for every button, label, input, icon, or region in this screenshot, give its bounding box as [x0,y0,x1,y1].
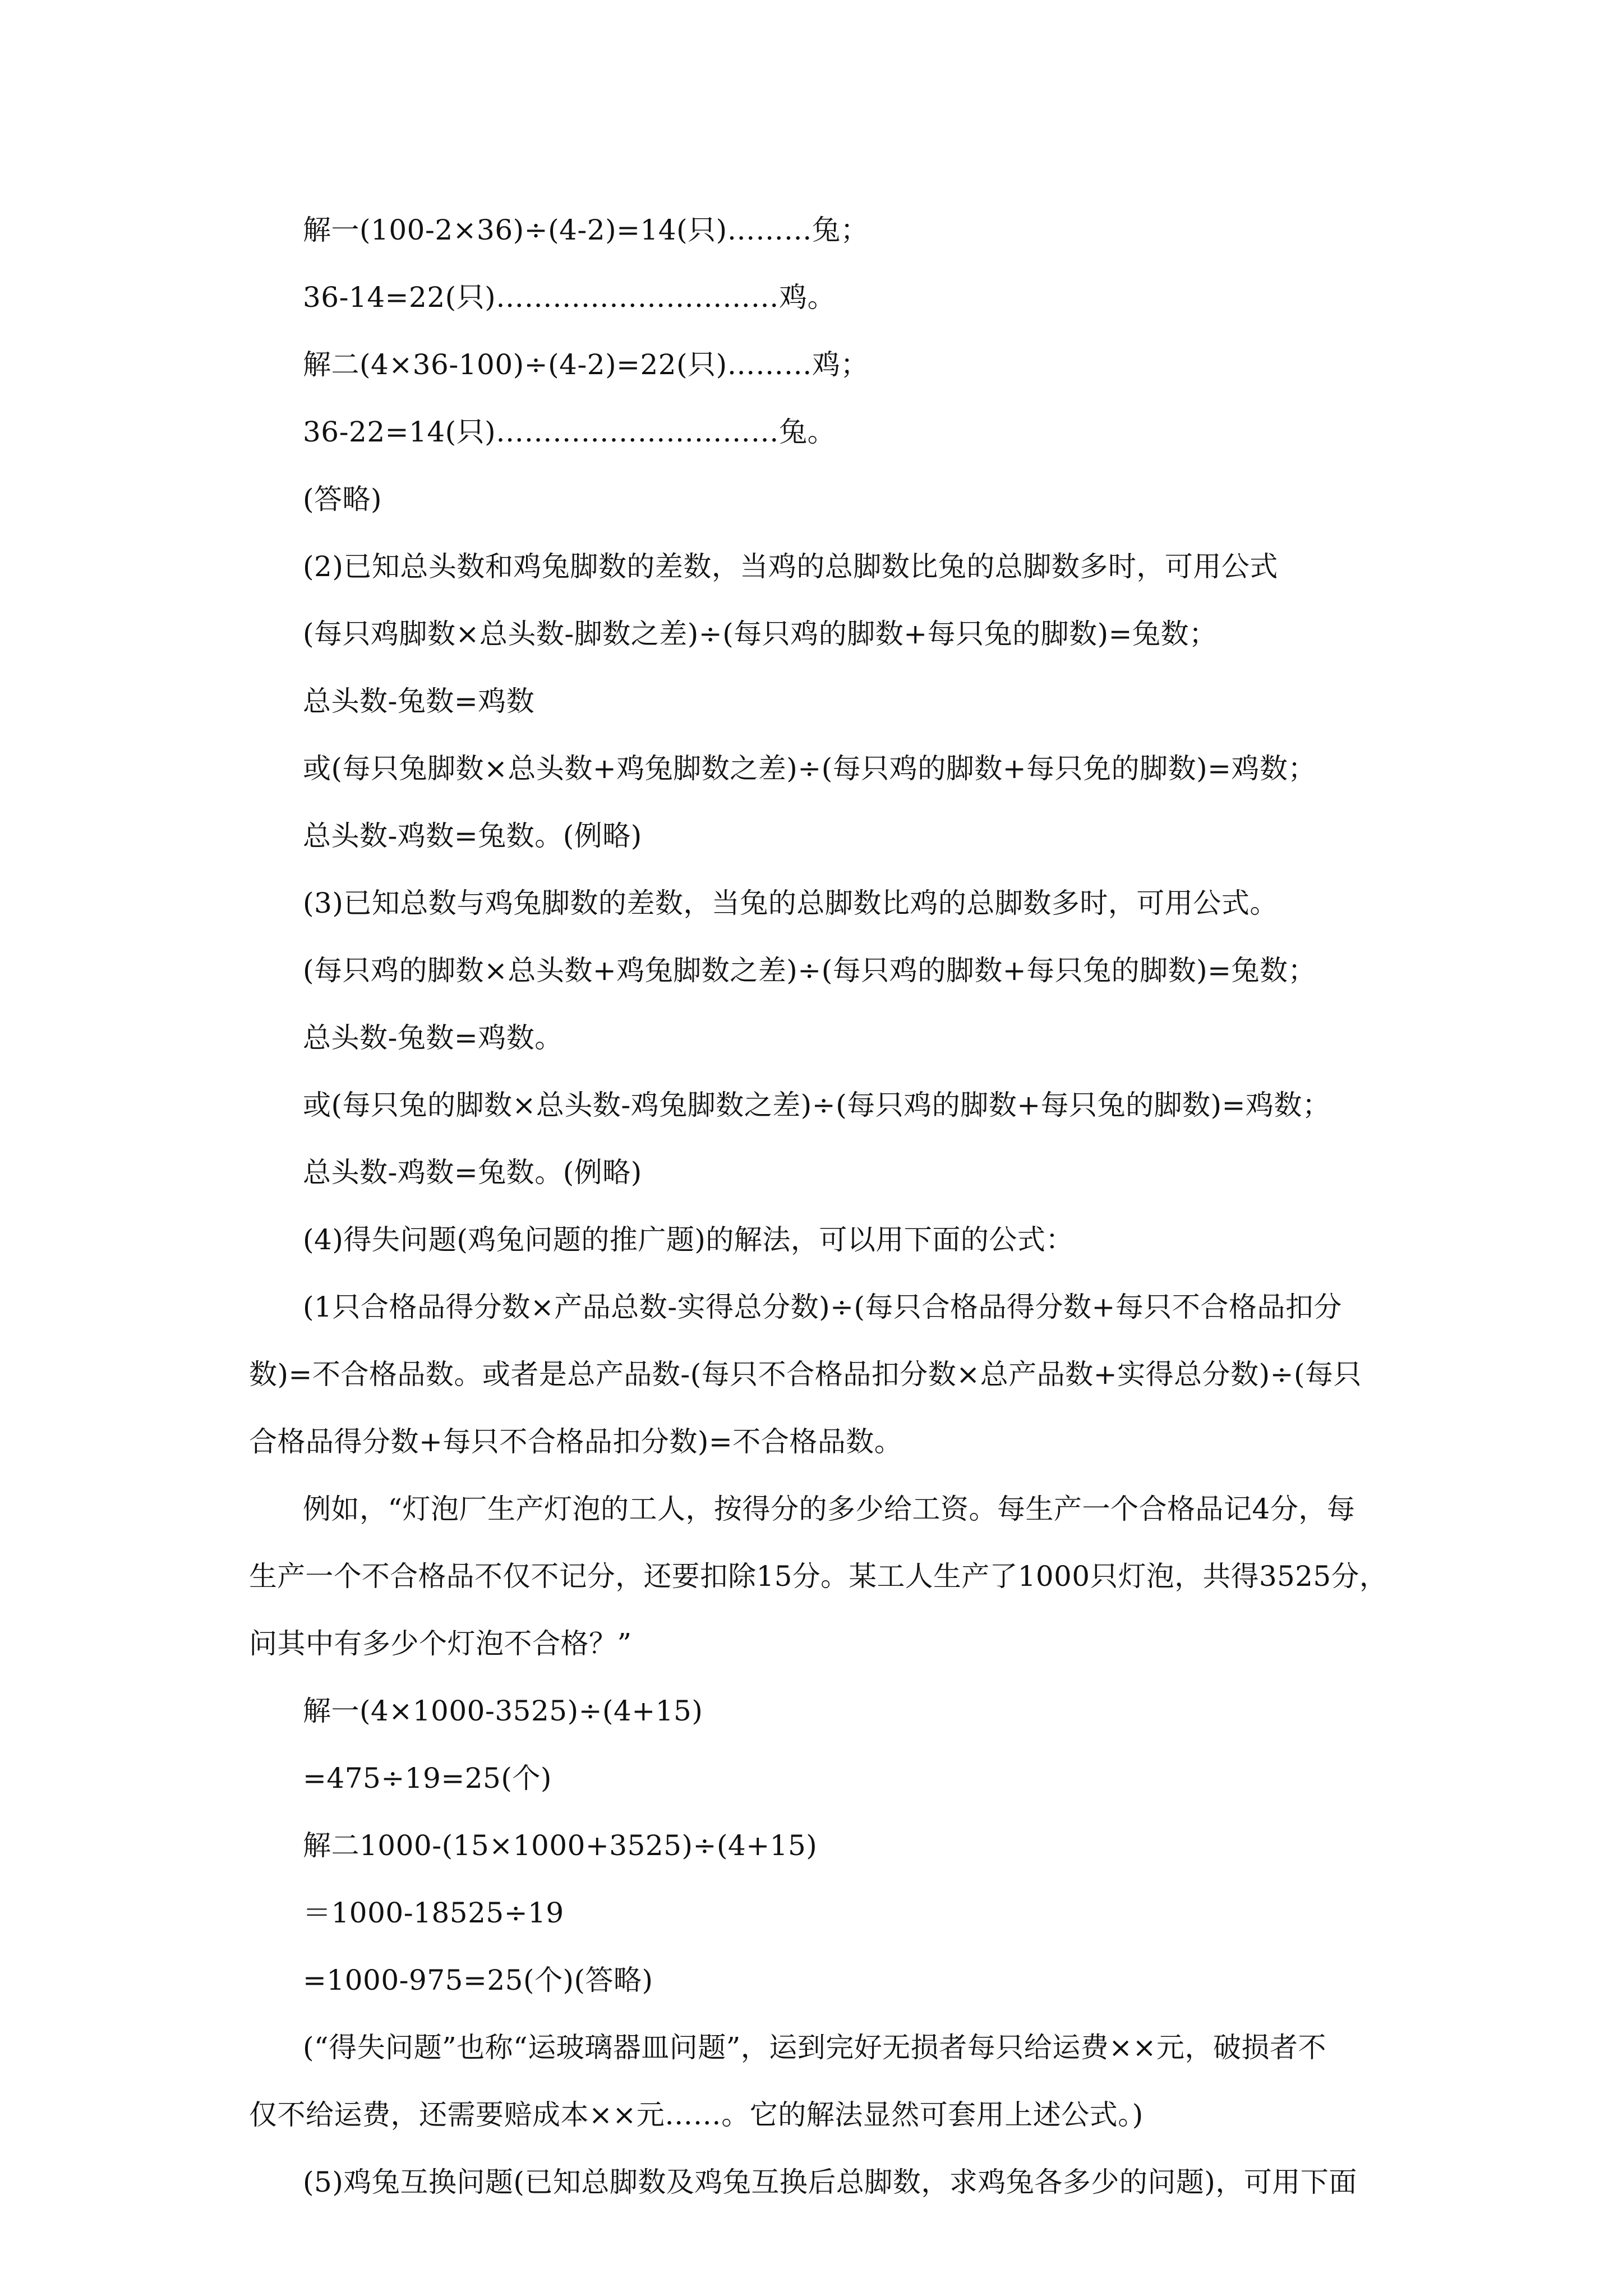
text-line: 仅不给运费，还需要赔成本××元……。它的解法显然可套用上述公式。) [249,2099,1144,2131]
text-line: 问其中有多少个灯泡不合格？” [249,1627,632,1660]
text-line: 36-22=14(只)…………………………兔。 [303,416,836,448]
text-line: (每只鸡的脚数×总头数+鸡兔脚数之差)÷(每只鸡的脚数+每只兔的脚数)=兔数； [303,954,1316,987]
text-line: 数)=不合格品数。或者是总产品数-(每只不合格品扣分数×总产品数+实得总分数)÷(每只 [249,1358,1362,1391]
text-line: 解一(4×1000-3525)÷(4+15) [303,1695,703,1727]
text-line: 解二1000-(15×1000+3525)÷(4+15) [303,1829,818,1862]
text-line: 总头数-兔数=鸡数。 [303,1022,563,1054]
text-line: (4)得失问题(鸡兔问题的推广题)的解法，可以用下面的公式： [303,1223,1074,1256]
text-line: (5)鸡兔互换问题(已知总脚数及鸡兔互换后总脚数，求鸡兔各多少的问题)，可用下面 [303,2166,1357,2198]
text-line: (每只鸡脚数×总头数-脚数之差)÷(每只鸡的脚数+每只兔的脚数)=兔数； [303,618,1218,650]
text-line: 总头数-鸡数=兔数。(例略) [303,820,642,852]
text-line: 生产一个不合格品不仅不记分，还要扣除15分。某工人生产了1000只灯泡，共得3525分， [249,1560,1388,1593]
text-line: 总头数-兔数=鸡数 [303,685,535,717]
text-line: =475÷19=25(个) [303,1762,552,1795]
text-line: 或(每只兔脚数×总头数+鸡兔脚数之差)÷(每只鸡的脚数+每只免的脚数)=鸡数； [303,752,1316,785]
text-line: (2)已知总头数和鸡兔脚数的差数，当鸡的总脚数比兔的总脚数多时，可用公式 [303,550,1278,583]
text-line: 解二(4×36-100)÷(4-2)=22(只)………鸡； [303,348,869,381]
text-line: 例如，“灯泡厂生产灯泡的工人，按得分的多少给工资。每生产一个合格品记4分，每 [303,1493,1355,1525]
text-line: =1000-975=25(个)(答略) [303,1964,653,1996]
text-line: 36-14=22(只)…………………………鸡。 [303,281,836,314]
text-line: (答略) [303,483,382,516]
text-line: (3)已知总数与鸡兔脚数的差数，当兔的总脚数比鸡的总脚数多时，可用公式。 [303,887,1278,919]
text-line: 解一(100-2×36)÷(4-2)=14(只)………兔； [303,214,869,246]
text-line: 或(每只兔的脚数×总头数-鸡兔脚数之差)÷(每只鸡的脚数+每只兔的脚数)=鸡数； [303,1089,1331,1121]
text-line: ＝1000-18525÷19 [303,1897,564,1929]
text-line: 总头数-鸡数=兔数。(例略) [303,1156,642,1189]
text-line: (1只合格品得分数×产品总数-实得总分数)÷(每只合格品得分数+每只不合格品扣分 [303,1291,1342,1323]
text-line: (“得失问题”也称“运玻璃器皿问题”，运到完好无损者每只给运费××元，破损者不 [303,2031,1327,2064]
text-line: 合格品得分数+每只不合格品扣分数)=不合格品数。 [249,1425,903,1458]
